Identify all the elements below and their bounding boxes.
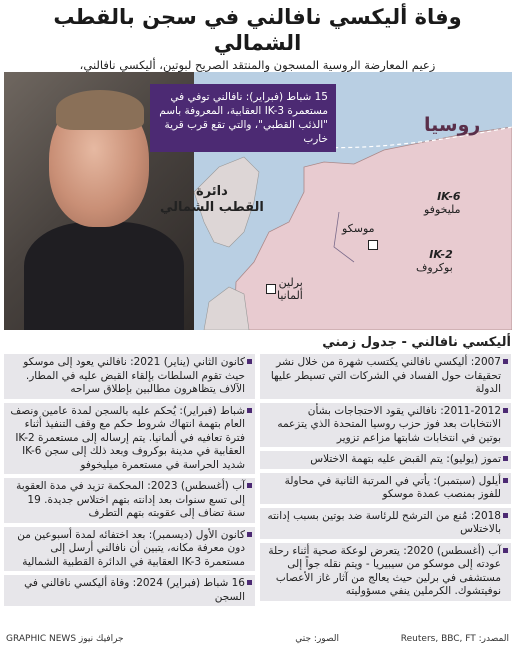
- source-text: المصدر: Reuters, BBC, FT: [400, 634, 509, 644]
- timeline-item: 2018: مُنع من الترشح للرئاسة ضد بوتين بسبب إدانته بالاختلاس: [260, 508, 511, 539]
- arctic-label-line-1: دائرة: [196, 184, 228, 199]
- timeline-item: 2011-2012: نافالني يقود الاحتجاجات بشأن الانتخابات بعد فوز حزب روسيا المتحدة الذي يتزعمه بوتين في انتخابات شابتها مزاعم تزوير: [260, 403, 511, 448]
- timeline-item: آب (أغسطس) 2020: يتعرض لوعكة صحية أثناء رحلة عودته إلى موسكو من سيبيريا - ويتم نقله جواً إلى مستشفى في برلين حيث يعالج من آثار غاز الأعصاب نوفيتشوك. الكرملين ينفي مسؤوليته: [260, 543, 511, 601]
- photo-credit: الصور: جتي: [295, 634, 339, 644]
- timeline-left-column: [4, 354, 255, 610]
- timeline-item: تموز (يوليو): يتم القبض عليه بتهمة الاختلاس: [260, 451, 511, 469]
- berlin-city: برلين: [278, 276, 303, 289]
- map-panel: [4, 72, 512, 330]
- timeline-item: شباط (فبراير): يُحكم عليه بالسجن لمدة عامين ونصف العام بتهمة انتهاك شروط حكم مع وقف التنفيذ أثناء فترة تعافيه في ألمانيا. يتم إرساله إلى مستعمرة IK-2 العقابية في مدينة بوكروف وبعد ذلك إلى سجن IK-6 شديد الحراسة في مستعمرة ميليخوفو: [4, 403, 255, 475]
- timeline-item: كانون الثاني (يناير) 2021: نافالني يعود إلى موسكو حيث تقوم السلطات بإلقاء القبض عليه في المطار. الآلاف يتظاهرون مطالبين بإطلاق سراحه: [4, 354, 255, 399]
- moscow-label: موسكو: [342, 222, 375, 235]
- timeline-title: أليكسي نافالني - جدول زمني: [322, 335, 511, 350]
- subtitle-line-1: زعيم المعارضة الروسية المسجون والمنتقد الصريح لبوتين، أليكسي نافالني،: [79, 58, 436, 72]
- footer: [6, 632, 509, 648]
- page-title: وفاة أليكسي نافالني في سجن بالقطب الشمالي: [53, 5, 462, 55]
- ik2-code: IK-2: [429, 248, 453, 261]
- brand-text: GRAPHIC NEWS جرافيك نيوز: [6, 634, 124, 644]
- berlin-country: ألمانيا: [277, 289, 303, 302]
- photo-hair: [56, 90, 144, 130]
- death-callout: 15 شباط (فبراير): نافالني توفي في مستعمرة IK-3 العقابية، المعروفة باسم "الذئب القطبي"، والتي تقع قرب قرية خارب: [150, 84, 336, 152]
- timeline-item: أيلول (سبتمبر): يأتي في المرتبة الثانية في محاولة للفوز بمنصب عمدة موسكو: [260, 473, 511, 504]
- ik2-label: [416, 248, 453, 274]
- timeline: [4, 354, 511, 630]
- berlin-label: [277, 276, 303, 302]
- timeline-item: كانون الأول (ديسمبر): بعد اختفائه لمدة أسبوعين من دون معرفة مكانه، يتبين أن نافالني أرسل إلى مستعمرة IK-3 العقابية في الدائرة القطبية الشمالية: [4, 527, 255, 572]
- ik6-code: IK-6: [437, 190, 461, 203]
- photo-shirt: [24, 222, 184, 330]
- russia-label: روسيا: [424, 114, 481, 136]
- timeline-right-column: [260, 354, 511, 605]
- ik6-place: مليخوفو: [424, 203, 461, 216]
- moscow-marker: [368, 240, 378, 250]
- timeline-item: 16 شباط (فبراير) 2024: وفاة أليكسي نافالني في السجن: [4, 575, 255, 606]
- ik6-label: [424, 190, 461, 216]
- berlin-marker: [266, 284, 276, 294]
- arctic-circle-label: [160, 184, 264, 216]
- timeline-item: 2007: أليكسي نافالني يكتسب شهرة من خلال نشر تحقيقات حول الفساد في الشركات التي تسيطر عليها الدولة: [260, 354, 511, 399]
- arctic-label-line-2: القطب الشمالي: [160, 200, 264, 215]
- ik2-place: بوكروف: [416, 261, 453, 274]
- timeline-item: آب (أغسطس) 2023: المحكمة تزيد في مدة العقوبة إلى تسع سنوات بعد إدانته بتهم اختلاس جديدة. 19 سنة تضاف إلى عقوبته بتهم التطرف: [4, 478, 255, 523]
